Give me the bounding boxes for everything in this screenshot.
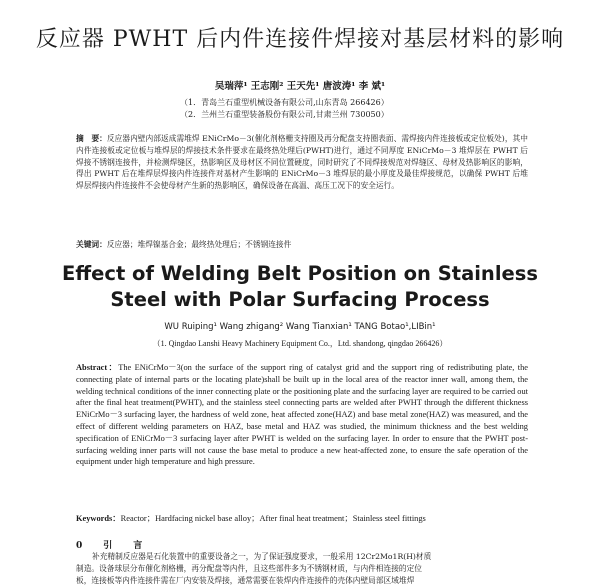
chinese-affiliation-2: （2．兰州兰石重型装备股份有限公司,甘肃兰州 730050） bbox=[180, 110, 389, 119]
english-abstract bbox=[76, 362, 528, 468]
chinese-title: 反应器 PWHT 后内件连接件焊接对基层材料的影响 bbox=[35, 27, 565, 52]
english-keywords-text: Reactor；Hardfacing nickel base alloy；After final heat treatment；Stainless steel fittings bbox=[120, 514, 426, 523]
english-authors: WU Ruiping¹ Wang zhigang² Wang Tianxian¹ TANG Botao¹,LIBin¹ bbox=[164, 322, 436, 332]
english-keywords-label: Keywords： bbox=[76, 514, 121, 523]
chinese-abstract-label: 摘 要： bbox=[76, 134, 107, 143]
introduction-line: 制造。设备球层分布催化剂格栅，再分配盘等内件，且这些部件多为不锈钢材质，与内件相连接的定位 bbox=[76, 563, 422, 573]
introduction-line: 补充精制反应器是石化装置中的重要设备之一，为了保证强度要求，一般采用 12Cr2Mo1R(H)材质 bbox=[92, 552, 432, 561]
chinese-authors: 吴瑞萍¹ 王志刚² 王天先¹ 唐波涛¹ 李 斌¹ bbox=[214, 81, 386, 92]
english-keywords bbox=[76, 512, 528, 524]
english-title-line-1: Effect of Welding Belt Position on Stainless bbox=[62, 262, 538, 285]
chinese-affiliation-1: （1．青岛兰石重型机械设备有限公司,山东青岛 266426） bbox=[180, 98, 389, 107]
chinese-keywords-label: 关键词： bbox=[76, 240, 107, 249]
english-title-line-2: Steel with Polar Surfacing Process bbox=[110, 288, 490, 311]
chinese-keywords-text: 反应器；堆焊镍基合金；最终热处理后；不锈钢连接件 bbox=[106, 240, 292, 249]
introduction-line: 板，连接板等内件连接件需在厂内安装及焊接，通常需要在装焊内件连接件的壳体内壁局部区域堆焊 bbox=[76, 575, 415, 585]
chinese-abstract-text: 反应器内壁内部返成需堆焊 ENiCrMo－3(催化剂格栅支持圈及再分配盘支持圈表面、需焊接内件连接板或定位板处)，其中内件连接板或定位板与堆焊层的焊接技术条件要求在最终热处理后(PWHT)进行，通过不同厚度 ENiCrMo－3 堆焊层在 PWHT 后焊接不锈钢连接件，并检测焊缝区，热影响区及母材区不同位置硬度，同时研究了不同焊接规范对焊缝区、母材及热影响区的影响，得出 PWHT 后在堆焊层焊接内件连接件对基材产生影响的 ENiCrMo－3 堆焊层的最小厚度及最佳焊接规范，以确保 PWHT 后堆焊层焊接内件连接件不会使母材产生新的热影响区，确保设备在高温、高压工况下的安全运行。 bbox=[76, 134, 528, 191]
english-abstract-label: Abstract： bbox=[76, 363, 119, 372]
introduction-body bbox=[76, 551, 528, 586]
section-heading-introduction: 0 引 言 bbox=[76, 541, 149, 551]
english-abstract-text: The ENiCrMo－3(on the surface of the support ring of catalyst grid and the support ring of redistributing plate, the connecting plate of internal parts or the locating plate)shall be built up in the local area of the reactor inner wall, among them, the welding technical conditions of the inner connecting plate or the positioning plate and the surfacing layer are required to be carried out after the final heat treatment(PWHT), and the stainless steel connecting parts are welded after PWHT through the different thickness ENiCrMo－3 surfacing layer, the hardness of weld zone, heat affected zone(HAZ) and base metal zone(HAZ) was measured, and the effect of different welding parameters on HAZ, base metal and HAZ was studied, the minimum thickness and the best welding specification of ENiCrMo－3 surfacing layer after PWHT is welded on the surfacing layer. In order to ensure that the PWHT post-surfacing welding inner parts will not cause the base metal to produce a new heat-affected zone, to ensure the safe operation of the equipment under high temperature and high pressure. bbox=[76, 363, 528, 467]
chinese-abstract bbox=[76, 133, 528, 192]
english-affiliation: （1. Qingdao Lanshi Heavy Machinery Equipment Co.，Ltd. shandong, qingdao 266426） bbox=[152, 339, 448, 348]
chinese-keywords bbox=[76, 239, 528, 250]
